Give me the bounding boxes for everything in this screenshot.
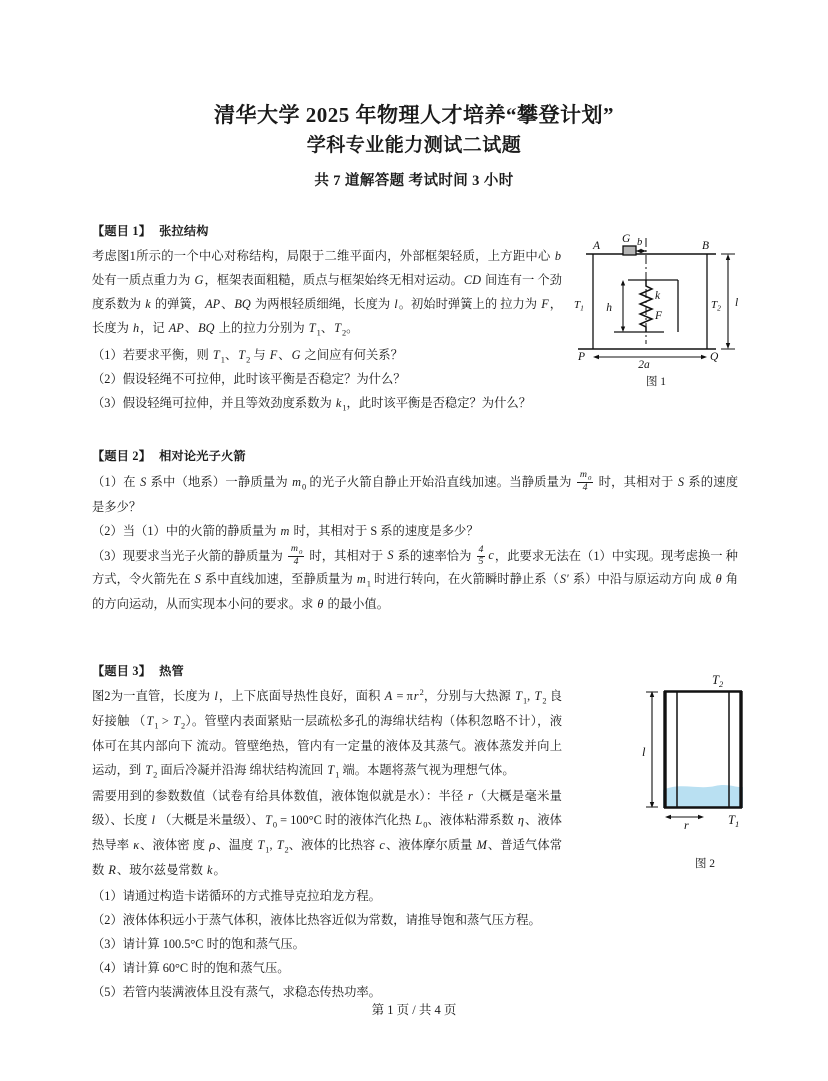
problem-3-subquestion-1: （1）请通过构造卡诺循环的方式推导克拉珀龙方程。: [92, 888, 381, 903]
figure-1-label-b: b: [637, 237, 643, 248]
problem-3-subquestion-5: （5）若管内装满液体且没有蒸气，求稳态传热功率。: [92, 984, 381, 999]
figure-1-label-P: P: [578, 351, 586, 363]
document-subtitle: 共 7 道解答题 考试时间 3 小时: [314, 172, 514, 189]
problem-2-tag: 【题目 2】: [92, 449, 152, 463]
problem-3-subquestion-3: （3）请计算 100.5°C 时的饱和蒸气压。: [92, 936, 305, 951]
problem-2-name: 相对论光子火箭: [159, 449, 246, 463]
problem-3-name: 热管: [159, 664, 184, 678]
figure-2-label-r: r: [684, 818, 689, 832]
problem-2-section: [92, 447, 738, 617]
figure-1-label-l: l: [735, 297, 739, 309]
figure-1-label-k: k: [655, 290, 661, 302]
problem-1-section: [92, 222, 738, 417]
problem-1-name: 张拉结构: [159, 224, 209, 238]
problem-3-subquestion-2: （2）液体体积远小于蒸气体积，液体比热容近似为常数，请推导饱和蒸气压方程。: [92, 912, 541, 927]
page-footer: 第 1 页 / 共 4 页: [371, 1003, 457, 1017]
figure-2-label-T1: $T_1$: [728, 813, 740, 829]
figure-2: [640, 666, 770, 871]
figure-1-drawing: [566, 224, 746, 369]
figure-1-label-G: G: [622, 233, 631, 245]
figure-2-liquid: [663, 785, 743, 808]
figure-1-label-T2: $T_2$: [711, 299, 721, 313]
problem-2-subquestion-2: （2）当（1）中的火箭的静质量为 m 时，其相对于 S 系的速度是多少？: [92, 523, 479, 538]
figure-1-label-F: F: [655, 310, 663, 322]
problem-3-subquestion-4: （4）请计算 60°C 时的饱和蒸气压。: [92, 960, 290, 975]
figure-1-label-B: B: [702, 240, 710, 252]
figure-1-label-T1: $T_1$: [574, 299, 584, 313]
figure-1-label-A: A: [593, 240, 601, 252]
figure-1-caption: 图 1: [645, 376, 667, 388]
figure-2-label-T2: $T_2$: [712, 673, 724, 689]
problem-1-subquestion-2: （2）假设轻绳不可拉伸，此时该平衡是否稳定？为什么？: [92, 372, 406, 387]
figure-2-label-l: l: [642, 745, 646, 759]
problem-3-section: [92, 662, 738, 1005]
figure-1-label-2a: 2a: [638, 359, 650, 369]
figure-2-caption: 图 2: [694, 858, 716, 870]
problem-1-tag: 【题目 1】: [92, 224, 152, 238]
document-title-line1: 清华大学 2025 年物理人才培养“攀登计划”: [214, 103, 614, 127]
figure-1-label-Q: Q: [710, 351, 719, 363]
problem-3-paragraph-2: 需要用到的参数数值（试卷有给具体数值，液体饱似就是水）：半径 r（大概是毫米量级）、长度 l （大概是米量级）、$T_0 = 100^\circ C$ 时的液体汽化热 $L_0$、液体粘滞系数 η、液体热导率 κ、液体密 度 ρ、温度 $T_1$, $T_2$、液体的比热容 c、液体摩尔质量 M、普适气体常数 R、玻尔兹曼常数 k。: [92, 789, 562, 877]
figure-1-label-h: h: [606, 302, 612, 314]
problem-1-subquestion-3: （3）假设轻绳可拉伸，并且等效劲度系数为 $k_1$，此时该平衡是否稳定？为什么？: [92, 396, 531, 413]
problem-2-heading: [92, 447, 738, 464]
figure-1: [566, 224, 746, 389]
problem-2-subquestion-1: （1）在 S 系中（地系）一静质量为 $m_0$ 的光子火箭自静止开始沿直线加速。当静质量为 $\frac{m_0}{4}$ 时，其相对于 S 系的速度是多少？: [92, 469, 738, 514]
problem-1-subquestion-1: （1）若要求平衡，则 $T_1$、$T_2$ 与 F、G 之间应有何关系？: [92, 347, 403, 365]
figure-2-drawing: [640, 666, 770, 851]
problem-1-paragraph: 考虑图1所示的一个中心对称结构，局限于二维平面内，外部框架轻质，上方距中心 b 处有一质点重力为 G，框架表面粗糙，质点与框架始终无相对运动。CD 间连有一 个劲度系数为 k 的弹簧，AP、BQ 为两根轻质细绳，长度为 l。初始时弹簧上的 拉力为 F，长度为 h，记 AP、BQ 上的拉力分别为 $T_1$、$T_2$。: [92, 249, 563, 338]
problem-3-paragraph-1: 图2为一直管，长度为 l，上下底面导热性良好，面积 $A = \pi r^2$，分别与大热源 $T_1$, $T_2$ 良好接触 $(T_1 > T_2)$。管壁内表面紧贴一层疏松多孔的海绵状结构（体积忽略不计），液体可在其内部向下 流动。管壁绝热，管内有一定量的液体及其蒸气。液体蒸发并向上运动，到 $T_2$ 面后冷凝并沿海 绵状结构流回 $T_1$ 端。本题将蒸气视为理想气体。: [92, 688, 563, 780]
problem-3-tag: 【题目 3】: [92, 664, 152, 678]
title-block: [0, 100, 828, 190]
problem-2-subquestion-3: （3）现要求当光子火箭的静质量为 $\frac{m_0}{4}$ 时，其相对于 S 系的速率恰为 $\frac{4}{5}$ c，此要求无法在（1）中实现。现考虑换一 种方式，令火箭先在 S 系中直线加速，至静质量为 $m_1$ 时进行转向，在火箭瞬时静止系（S′ 系）中沿与原运动方向 成 θ 角的方向运动，从而实现本小问的要求。求 θ 的最小值。: [92, 542, 739, 612]
document-title-line2: 学科专业能力测试二试题: [306, 135, 522, 157]
